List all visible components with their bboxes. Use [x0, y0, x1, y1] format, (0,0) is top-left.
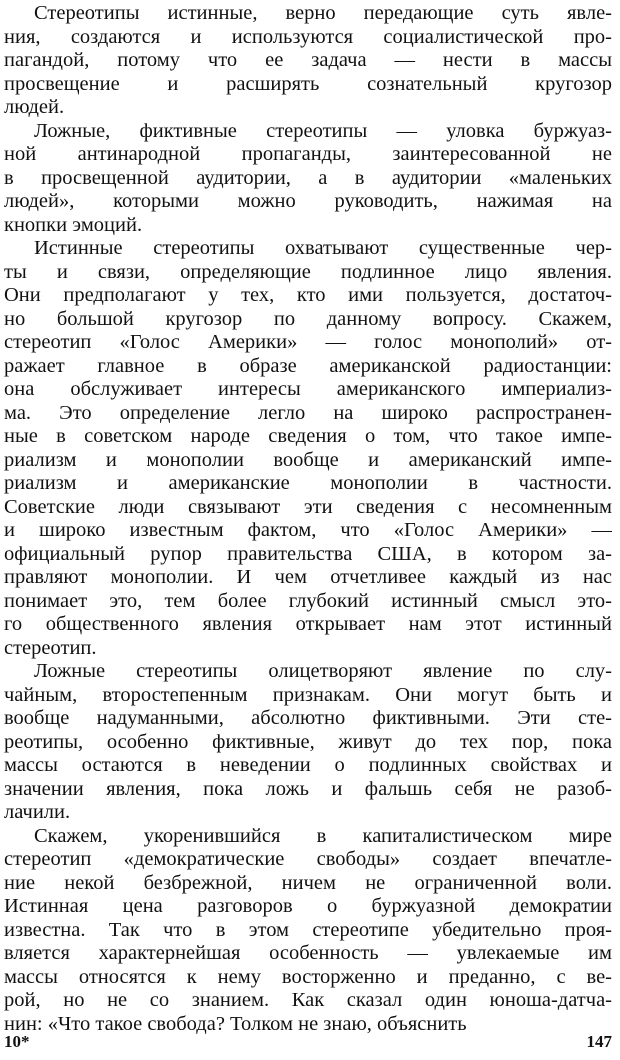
text-line: лачили.: [4, 801, 71, 823]
text-line: чайным, второстепенным признакам. Они могут быть и: [4, 683, 612, 706]
text-line: стереотип «Голос Америки» — голос монополий» от-: [4, 331, 612, 353]
text-line: ние некой безбрежной, ничем не ограниченной воли.: [4, 871, 612, 894]
paragraph: [4, 120, 612, 238]
text-line: рой, но не со знанием. Как сказал один юноша-датча-: [4, 989, 612, 1011]
page-number: 147: [586, 1032, 612, 1051]
text-line: ные в советском народе сведения о том, что такое импе-: [4, 425, 612, 447]
text-line: Ложные, фиктивные стереотипы — уловка буржуаз-: [34, 119, 612, 142]
text-line: реотипы, особенно фиктивные, живут до тех пор, пока: [4, 730, 612, 753]
text-line: Советские люди связывают эти сведения с несомненным: [4, 495, 612, 518]
body-text: [4, 2, 612, 1036]
text-line: массы остаются в неведении о подлинных свойствах и: [4, 754, 612, 776]
text-line: ражает главное в образе американской радиостанции:: [4, 354, 612, 377]
text-line: в просвещенной аудитории, а в аудитории «маленьких: [4, 166, 612, 189]
text-line: ной антинародной пропаганды, заинтересованной не: [4, 143, 612, 165]
text-line: понимает это, тем более глубокий истинный смысл это-: [4, 589, 612, 612]
text-line: Стереотипы истинные, верно передающие суть явле-: [34, 2, 612, 24]
text-line: го общественного явления открывает нам этот истинный: [4, 613, 612, 635]
text-line: Истинные стереотипы охватывают существенные чер-: [34, 237, 612, 259]
text-line: риализм и американские монополии в частности.: [4, 472, 612, 494]
text-line: массы относятся к нему восторженно и преданно, с ве-: [4, 965, 612, 988]
text-line: людей», которыми можно руководить, нажимая на: [4, 190, 612, 212]
page-footer: [4, 1032, 612, 1056]
text-line: кнопки эмоций.: [4, 213, 143, 236]
text-line: вляется характернейшая особенность — увлекаемые им: [4, 942, 612, 964]
text-line: ма. Это определение легло на широко распространен-: [4, 401, 612, 424]
text-line: Скажем, укоренившийся в капиталистическом мире: [34, 824, 612, 847]
text-line: официальный рупор правительства США, в котором за-: [4, 542, 612, 565]
text-line: известна. Так что в этом стереотипе убедительно проя-: [4, 918, 612, 941]
text-line: просвещение и расширять сознательный кругозор: [4, 72, 612, 95]
paragraph: [4, 825, 612, 1037]
text-line: она обслуживает интересы американского империализ-: [4, 378, 612, 400]
paragraph: [4, 660, 612, 825]
text-line: стереотип «демократические свободы» создает впечатле-: [4, 848, 612, 870]
paragraph: [4, 237, 612, 660]
paragraph: [4, 2, 612, 120]
text-line: ния, создаются и используются социалистической про-: [4, 25, 612, 48]
text-line: риализм и монополии вообще и американский импе-: [4, 448, 612, 471]
text-line: стереотип.: [4, 636, 97, 659]
book-page: [4, 0, 612, 1060]
text-line: Они предполагают у тех, кто ими пользуется, достаточ-: [4, 284, 612, 306]
text-line: и широко известным фактом, что «Голос Америки» —: [4, 519, 612, 541]
signature-mark: 10*: [4, 1032, 30, 1051]
text-line: нин: «Что такое свобода? Толком не знаю, объяснить: [4, 1012, 467, 1035]
text-line: вообще надуманными, абсолютно фиктивными. Эти сте-: [4, 707, 612, 729]
text-line: правляют монополии. И чем отчетливее каждый из нас: [4, 566, 612, 588]
text-line: Истинная цена разговоров о буржуазной демократии: [4, 895, 612, 917]
text-line: Ложные стереотипы олицетворяют явление по слу-: [34, 660, 612, 682]
text-line: пагандой, потому что ее задача — нести в массы: [4, 49, 612, 71]
text-line: но большой кругозор по данному вопросу. Скажем,: [4, 307, 612, 330]
text-line: значении явления, пока ложь и фальшь себя не разоб-: [4, 777, 612, 800]
text-line: людей.: [4, 96, 65, 118]
text-line: ты и связи, определяющие подлинное лицо явления.: [4, 260, 612, 283]
